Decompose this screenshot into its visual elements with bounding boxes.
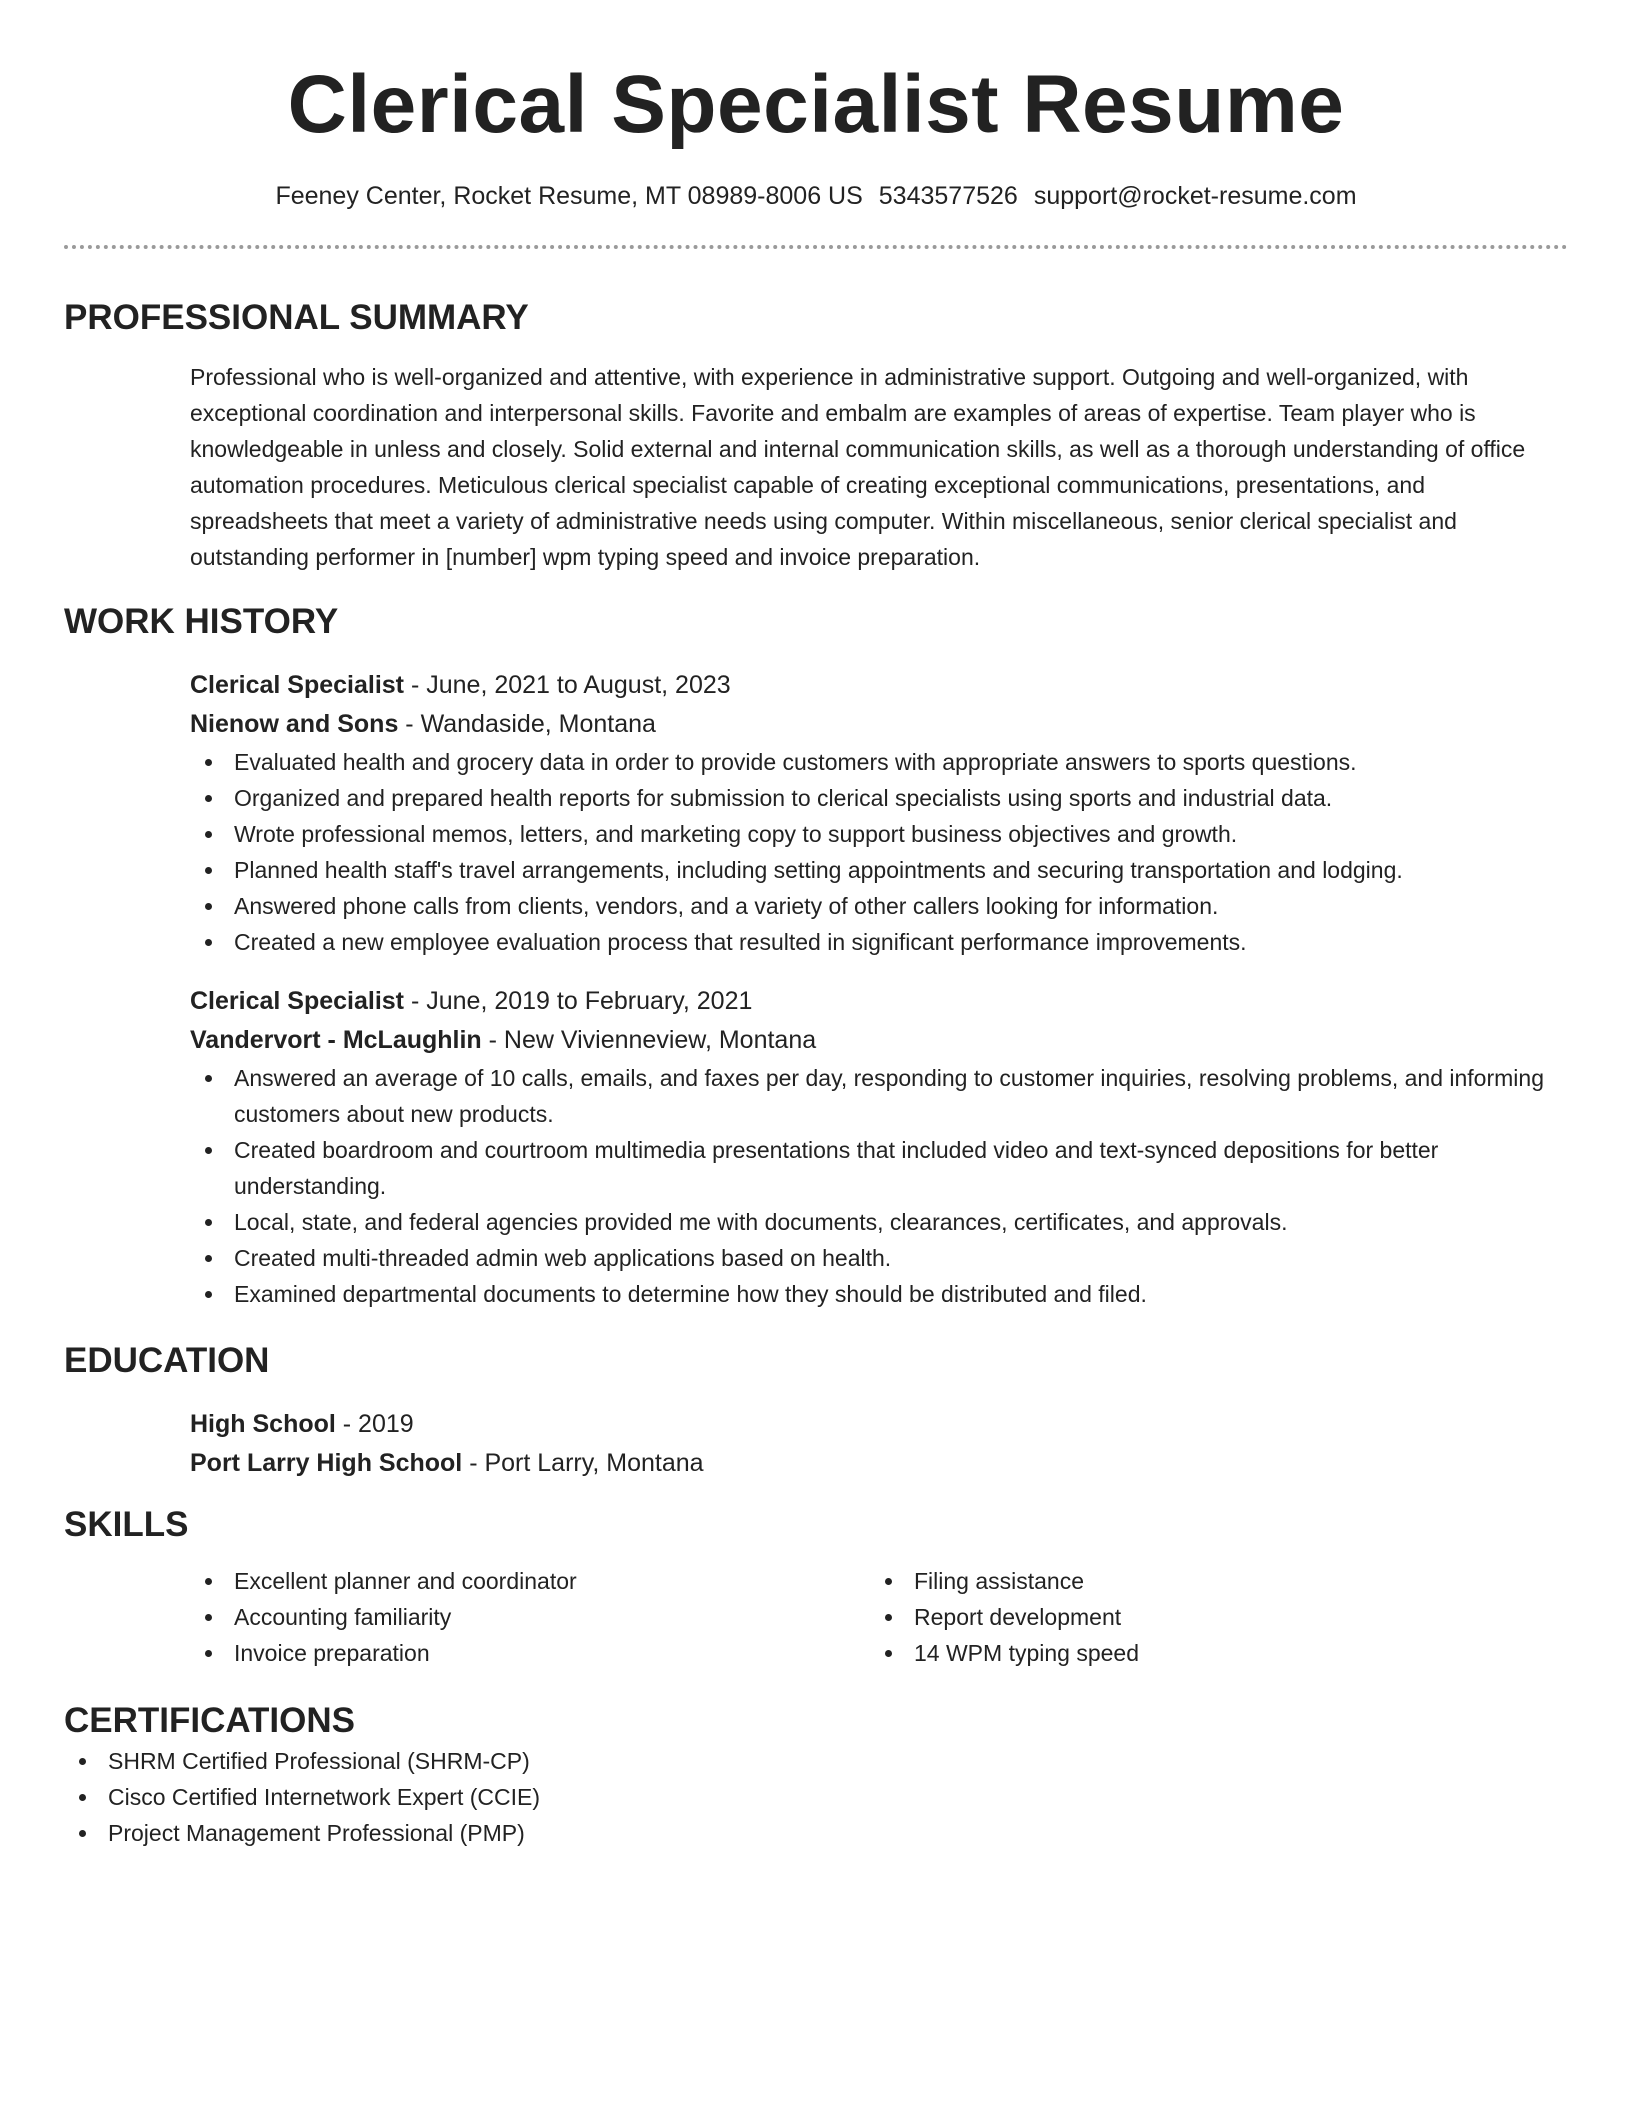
skills-heading: SKILLS — [64, 1505, 189, 1544]
education-school: Port Larry High School — [190, 1449, 463, 1477]
job-bullet: Created boardroom and courtroom multimedia presentations that included video and text-synced depositions for better understanding. — [190, 1132, 1568, 1204]
job-bullet: Created multi-threaded admin web applications based on health. — [190, 1240, 1568, 1276]
job-company: Nienow and Sons — [190, 710, 399, 738]
job-bullet: Local, state, and federal agencies provided me with documents, clearances, certificates, and approvals. — [190, 1204, 1568, 1240]
job-company-line — [190, 1021, 1568, 1060]
job-dates: - June, 2021 to August, 2023 — [404, 671, 731, 699]
skills-column-left — [190, 1563, 870, 1671]
summary-text: Professional who is well-organized and attentive, with experience in administrative support. Outgoing and well-organized, with exceptional coordination and interpersonal skills. Favorite and embalm are examples of areas of expertise. Team player who is knowledgeable in unless and closely. Solid external and internal communication skills, as well as a thorough understanding of office automation procedures. Meticulous clerical specialist capable of creating exceptional communications, presentations, and spreadsheets that meet a variety of administrative needs using computer. Within miscellaneous, senior clerical specialist and outstanding performer in [number] wpm typing speed and invoice preparation. — [190, 364, 1526, 570]
job-bullet: Organized and prepared health reports for submission to clerical specialists using sports and industrial data. — [190, 780, 1568, 816]
skills-column-right — [870, 1563, 1550, 1671]
job-entry — [190, 982, 1568, 1312]
job-location: - New Vivienneview, Montana — [481, 1026, 817, 1054]
education-location: - Port Larry, Montana — [462, 1449, 704, 1477]
job-title-line — [190, 982, 1568, 1021]
job-bullet: Planned health staff's travel arrangements, including setting appointments and securing transportation and lodging. — [190, 852, 1568, 888]
certification-item: Cisco Certified Internetwork Expert (CCIE) — [64, 1779, 1568, 1815]
job-title-line — [190, 666, 1568, 705]
job-title: Clerical Specialist — [190, 671, 405, 699]
job-bullet: Wrote professional memos, letters, and marketing copy to support business objectives and growth. — [190, 816, 1568, 852]
resume-title: Clerical Specialist Resume — [287, 59, 1345, 150]
skills-grid — [190, 1563, 1568, 1671]
education-degree: High School — [190, 1410, 336, 1438]
skill-item: Report development — [870, 1599, 1550, 1635]
job-dates: - June, 2019 to February, 2021 — [404, 987, 753, 1015]
certification-item: SHRM Certified Professional (SHRM-CP) — [64, 1743, 1568, 1779]
education-degree-line — [190, 1405, 1568, 1444]
job-bullets — [190, 1060, 1568, 1312]
job-bullet: Evaluated health and grocery data in order to provide customers with appropriate answers to sports questions. — [190, 744, 1568, 780]
contact-email: support@rocket-resume.com — [1033, 182, 1357, 210]
job-bullet: Examined departmental documents to determine how they should be distributed and filed. — [190, 1276, 1568, 1312]
header-divider — [64, 245, 1568, 249]
certifications-heading: CERTIFICATIONS — [64, 1701, 356, 1740]
job-entry — [190, 666, 1568, 960]
certification-item: Project Management Professional (PMP) — [64, 1815, 1568, 1851]
skill-item: Accounting familiarity — [190, 1599, 870, 1635]
skill-item: 14 WPM typing speed — [870, 1635, 1550, 1671]
education-year: - 2019 — [335, 1410, 414, 1438]
education-entry — [190, 1405, 1568, 1483]
education-school-line — [190, 1444, 1568, 1483]
skill-item: Invoice preparation — [190, 1635, 870, 1671]
resume-page — [64, 0, 1568, 1851]
skill-item: Filing assistance — [870, 1563, 1550, 1599]
summary-heading: PROFESSIONAL SUMMARY — [64, 298, 529, 337]
job-company: Vandervort - McLaughlin — [190, 1026, 482, 1054]
job-bullets — [190, 744, 1568, 960]
job-location: - Wandaside, Montana — [398, 710, 656, 738]
job-bullet: Answered phone calls from clients, vendors, and a variety of other callers looking for information. — [190, 888, 1568, 924]
job-title: Clerical Specialist — [190, 987, 405, 1015]
contact-phone: 5343577526 — [878, 182, 1018, 210]
job-company-line — [190, 705, 1568, 744]
work-history-heading: WORK HISTORY — [64, 602, 339, 641]
education-heading: EDUCATION — [64, 1341, 270, 1380]
contact-address: Feeney Center, Rocket Resume, MT 08989-8006 US — [275, 182, 863, 210]
certifications-list — [64, 1743, 1568, 1851]
job-bullet: Answered an average of 10 calls, emails, and faxes per day, responding to customer inquiries, resolving problems, and informing customers about new products. — [190, 1060, 1568, 1132]
skill-item: Excellent planner and coordinator — [190, 1563, 870, 1599]
job-bullet: Created a new employee evaluation process that resulted in significant performance improvements. — [190, 924, 1568, 960]
contact-line — [64, 178, 1568, 214]
